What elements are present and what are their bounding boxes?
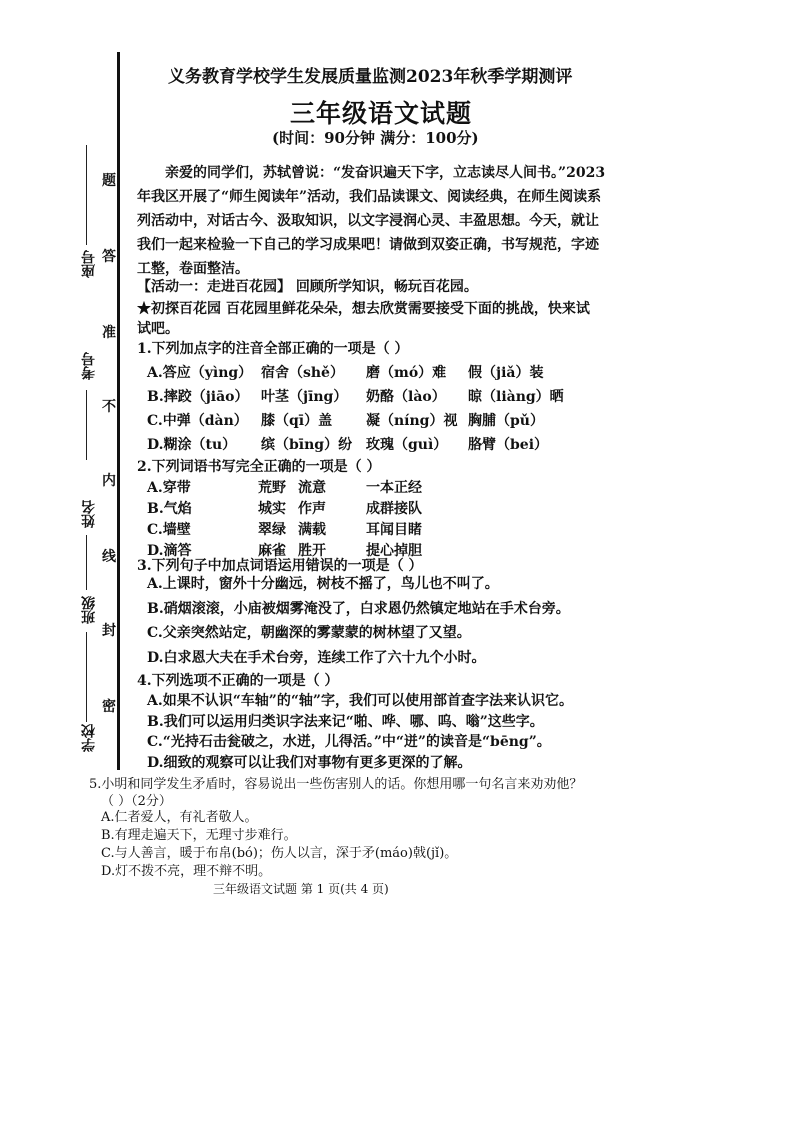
q1-cell: 磨（mó）难: [366, 365, 447, 381]
q3-option: C.父亲突然站定，朝幽深的雾蒙蒙的树林望了又望。: [147, 625, 471, 641]
q2-cell: 麻雀: [258, 543, 286, 559]
q5-option: B.有理走遍天下，无理寸步难行。: [101, 828, 297, 843]
q4-option: A.如果不认识“车轴”的“轴”字，我们可以使用部首查字法来认识它。: [147, 693, 573, 709]
q1-cell: C.中弹（dàn）: [147, 413, 248, 429]
binding-char: 准: [102, 325, 116, 341]
q2-cell: 胜开: [298, 543, 326, 559]
q2-cell: 耳闻目睹: [366, 522, 422, 538]
question-stem: 3.下列句子中加点词语运用错误的一项是（ ）: [137, 558, 423, 574]
q2-cell: 成群接队: [366, 501, 422, 517]
binding-char: 答: [102, 249, 116, 265]
q4-option: D.细致的观察可以让我们对事物有更多更深的了解。: [147, 755, 472, 771]
q1-cell: 凝（níng）视: [366, 413, 458, 429]
q1-cell: 晾（liàng）晒: [468, 389, 564, 405]
q2-cell: B.气焰: [147, 501, 192, 517]
question-stem: 1.下列加点字的注音全部正确的一项是（ ）: [137, 341, 409, 357]
page-footer: 三年级语文试题 第 1 页(共 4 页): [213, 882, 389, 896]
name-line: [86, 535, 87, 590]
binding-char: 题: [102, 173, 116, 189]
q5-option: C.与人善言，暖于布帛(bó)；伤人以言，深于矛(máo)戟(jǐ)。: [101, 846, 458, 861]
question-stem: 2.下列词语书写完全正确的一项是（ ）: [137, 459, 381, 475]
q2-cell: 翠绿: [258, 522, 286, 538]
q2-cell: 作声: [298, 501, 326, 517]
seat-number-label: 座号: [81, 250, 97, 278]
q4-option: C.“光持石击瓮破之，水迸，儿得活。”中“迸”的读音是“bēng”。: [147, 734, 551, 750]
q1-cell: D.糊涂（tu）: [147, 437, 237, 453]
q5-option: D.灯不拨不亮，理不辩不明。: [101, 864, 272, 879]
seat-number-line: [86, 145, 87, 245]
q1-cell: 缤（bīng）纷: [261, 437, 353, 453]
q1-cell: B.摔跤（jiāo）: [147, 389, 249, 405]
q1-cell: 奶酪（lào）: [366, 389, 446, 405]
name-label: 姓名: [81, 500, 97, 528]
answer-paren: （ ）（2分）: [101, 794, 172, 809]
activity-sub: 试吧。: [137, 321, 179, 337]
exam-meta: (时间：90分钟 满分：100分): [272, 129, 479, 147]
q1-cell: 宿舍（shě）: [261, 365, 344, 381]
q1-cell: A.答应（yìng）: [147, 365, 253, 381]
intro-paragraph: 亲爱的同学们，苏轼曾说：“发奋识遍天下字，立志读尽人间书。”2023年我区开展了“师生阅读年”活动，我们品读课文、阅读经典，在师生阅读系列活动中，对话古今、汲取知识，以文字浸润心灵、丰盈思想。今天，就让我们一起来检验一下自己的学习成果吧！请做到双姿正确，书写规范，字迹工整，卷面整洁。: [137, 165, 606, 277]
q1-cell: 叶茎（jīng）: [261, 389, 348, 405]
question-stem: 5.小明和同学发生矛盾时，容易说出一些伤害别人的话。你想用哪一句名言来劝劝他？: [89, 777, 583, 792]
binding-char: 线: [102, 549, 116, 565]
binding-char: 内: [102, 473, 116, 489]
exam-number-line: [86, 390, 87, 460]
q3-option: B.硝烟滚滚，小庙被烟雾淹没了，白求恩仍然镇定地站在手术台旁。: [147, 601, 570, 617]
q1-cell: 胸脯（pǔ）: [468, 413, 544, 429]
question-stem: 4.下列选项不正确的一项是（ ）: [137, 673, 339, 689]
binding-char: 封: [102, 623, 116, 639]
q1-cell: 膝（qī）盖: [261, 413, 333, 429]
class-label: 班级: [81, 596, 97, 624]
q1-cell: 玫瑰（guì）: [366, 437, 448, 453]
school-label: 学校: [81, 724, 97, 752]
q3-option: D.白求恩大夫在手术台旁，连续工作了六十九个小时。: [147, 650, 486, 666]
q2-cell: 城实: [258, 501, 286, 517]
q2-cell: 荒野: [258, 480, 286, 496]
q2-cell: 流意: [298, 480, 326, 496]
q2-cell: 提心掉胆: [366, 543, 422, 559]
class-line: [86, 632, 87, 722]
binding-char: 密: [102, 699, 116, 715]
q2-cell: A.穿带: [147, 480, 191, 496]
binding-line: [117, 52, 120, 770]
activity-sub: ★初探百花园 百花园里鲜花朵朵，想去欣赏需要接受下面的挑战，快来试: [137, 301, 590, 317]
q2-cell: D.滴答: [147, 543, 192, 559]
q1-cell: 假（jiǎ）装: [468, 365, 544, 381]
q5-option: A.仁者爱人，有礼者敬人。: [101, 810, 258, 825]
q3-option: A.上课时，窗外十分幽远，树枝不摇了，鸟儿也不叫了。: [147, 576, 499, 592]
exam-number-label: 考号: [81, 352, 97, 380]
q4-option: B.我们可以运用归类识字法来记“啪、哗、哪、呜、嗡”这些字。: [147, 714, 544, 730]
q1-cell: 胳臂（bei）: [468, 437, 549, 453]
q2-cell: 满载: [298, 522, 326, 538]
q2-cell: 一本正经: [366, 480, 422, 496]
binding-char: 不: [102, 399, 116, 415]
activity-heading: 【活动一：走进百花园】 回顾所学知识，畅玩百花园。: [137, 279, 478, 295]
exam-series-title: 义务教育学校学生发展质量监测2023年秋季学期测评: [168, 67, 573, 87]
q2-cell: C.墙壁: [147, 522, 191, 538]
page-title: 三年级语文试题: [290, 99, 473, 128]
